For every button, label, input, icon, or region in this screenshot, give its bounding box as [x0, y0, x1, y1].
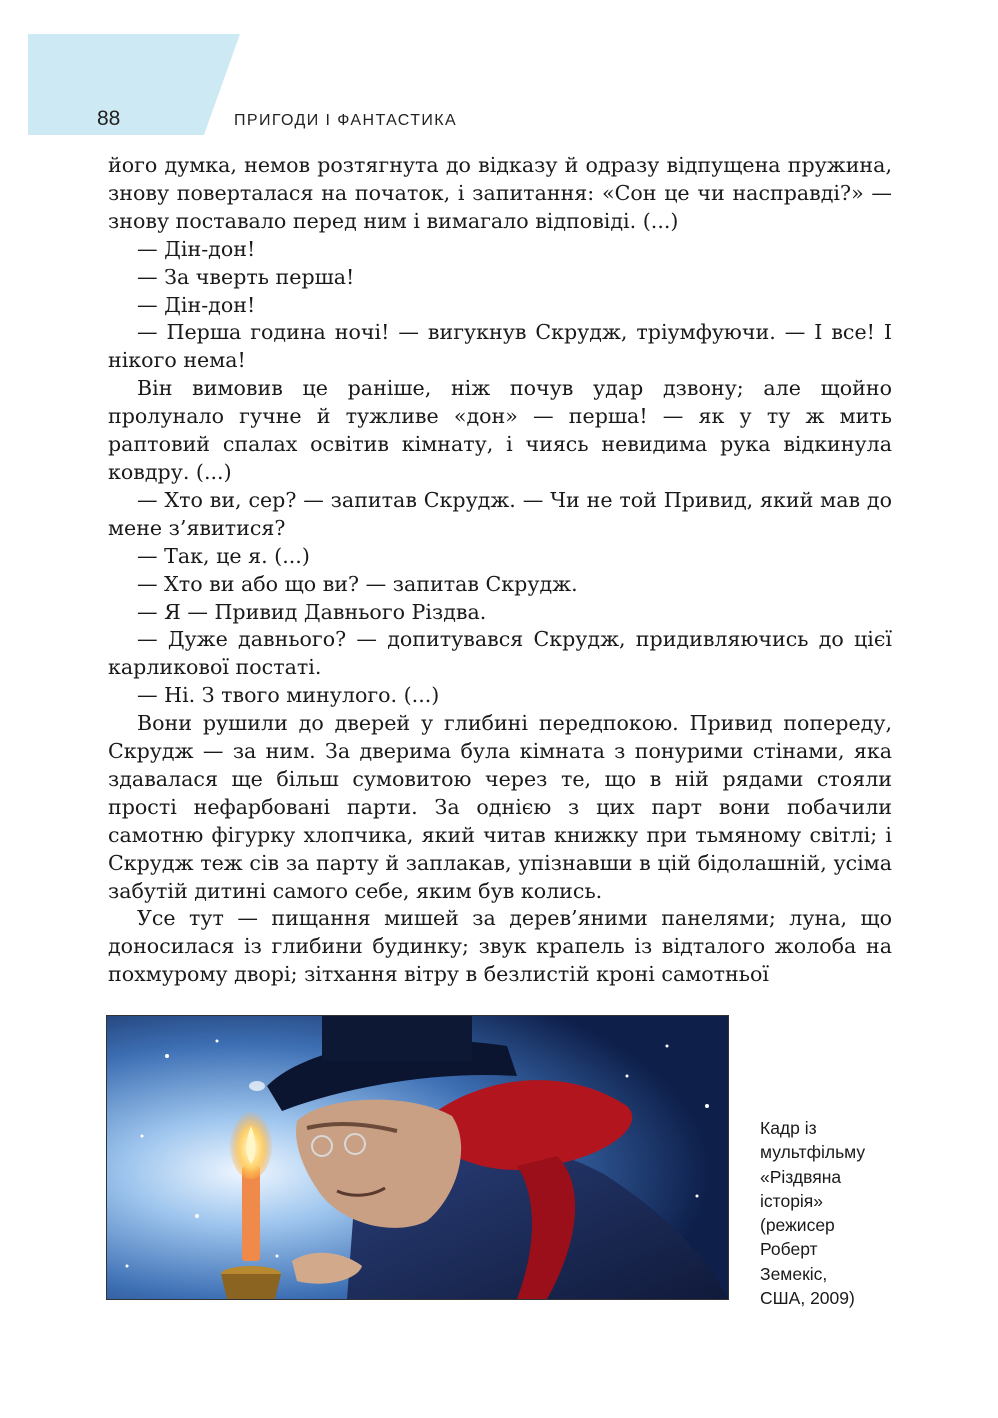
caption-line: Роберт — [760, 1239, 818, 1260]
page-number: 88 — [97, 107, 121, 130]
paragraph: його думка, немов розтягнута до відказу й одразу відпущена пружина, знову поверталася на початок, і запитання: «Сон це чи насправді?» — знову поставало перед ним і вимагало відповіді. (...) — [108, 153, 892, 233]
paragraph: — Дін-дон! — [137, 236, 256, 261]
movie-still-image — [106, 1015, 729, 1300]
paragraph: — Ні. З твого минулого. (...) — [137, 683, 440, 708]
paragraph: Він вимовив це раніше, ніж почув удар дзвону; але щойно пролунало гучне й тужливе «дон» — перша! — як у ту ж мить раптовий спалах освітив кімнату, і чиясь невидима рука відкинула ковдру. (...) — [108, 376, 892, 484]
story-text — [108, 152, 892, 989]
paragraph: Усе тут — пищання мишей за дерев’яними панелями; луна, що доносилася із глибини будинку; звук крапель із відталого жолоба на похмурому дворі; зітхання вітру в безлистій кроні самотньої — [108, 906, 892, 987]
paragraph: — Хто ви, сер? — запитав Скрудж. — Чи не той Привид, який мав до мене з’явитися? — [108, 487, 892, 540]
caption-line: історія» — [760, 1190, 824, 1211]
scrooge-illustration — [107, 1016, 728, 1299]
paragraph: — Дуже давнього? — допитувався Скрудж, придивляючись до цієї карликової постаті. — [108, 627, 892, 680]
section-title: ПРИГОДИ І ФАНТАСТИКА — [234, 112, 458, 129]
caption-line: Кадр із — [760, 1118, 817, 1138]
paragraph: — Дін-дон! — [137, 292, 256, 317]
caption-line: США, 2009) — [760, 1288, 855, 1309]
paragraph: — Хто ви або що ви? — запитав Скрудж. — [137, 571, 578, 596]
paragraph: — Я — Привид Давнього Різдва. — [137, 599, 487, 624]
caption-line: (режисер — [760, 1215, 835, 1236]
paragraph: Вони рушили до дверей у глибині передпокою. Привид попереду, Скрудж — за ним. За дверима була кімната з понурими стінами, яка здавалася ще більш сумовитою через те, що в ній рядами стояли прості нефарбовані парти. За однією з цих парт вони побачили самотню фігурку хлопчика, який читав книжку при тьмяному світлі; і Скрудж теж сів за парту й заплакав, упізнавши в цій бідолашній, усіма забутій дитині самого себе, яким був колись. — [108, 711, 892, 903]
paragraph: — Так, це я. (...) — [137, 543, 310, 568]
figure-caption — [760, 1116, 900, 1310]
caption-line: «Різдвяна — [760, 1166, 842, 1187]
caption-line: Земекіс, — [760, 1263, 828, 1284]
header-band — [28, 34, 240, 135]
paragraph: — За чверть перша! — [137, 264, 355, 289]
caption-line: мультфільму — [760, 1142, 866, 1163]
paragraph: — Перша година ночі! — вигукнув Скрудж, тріумфуючи. — І все! І нікого нема! — [108, 320, 892, 373]
